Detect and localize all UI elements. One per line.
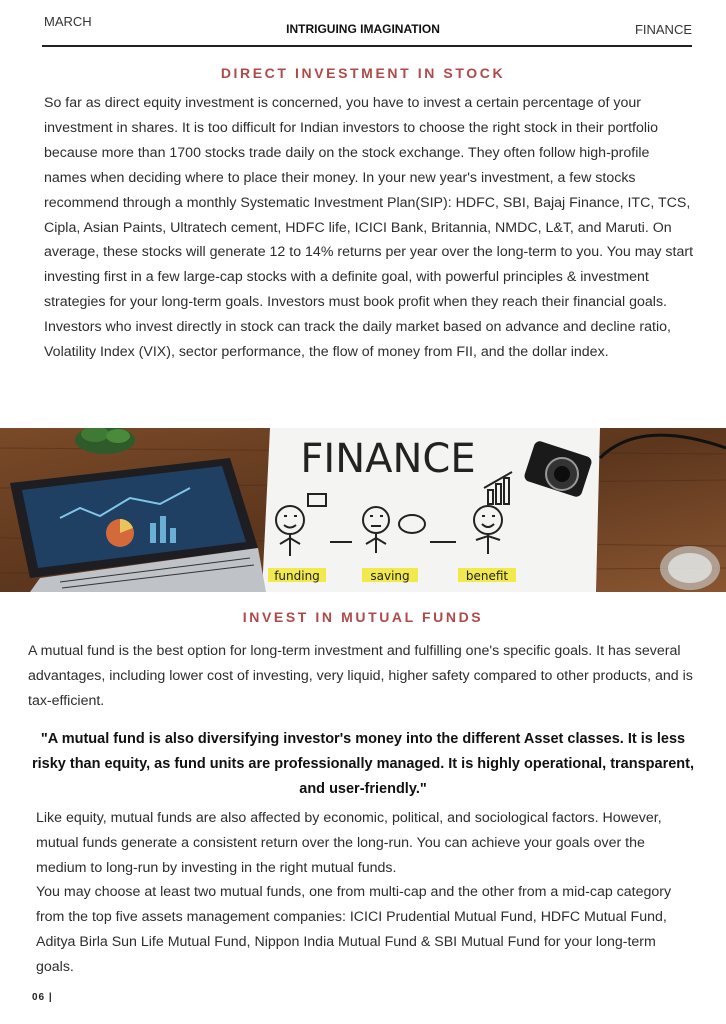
banner-label-funding: funding (274, 569, 320, 583)
mutual-funds-paragraph-2: You may choose at least two mutual funds, one from multi-cap and the other from a mid-cap category from the top five assets management companies: ICICI Prudential Mutual Fund, HDFC Mutual Fund, Aditya Birla Sun Life Mutual Fund, Nippon India Mutual Fund & SBI Mutual Fund for your long-term goals. (36, 884, 672, 975)
section-title-direct-investment: DIRECT INVESTMENT IN STOCK (220, 65, 506, 81)
finance-banner-image (0, 428, 726, 592)
header-divider (42, 45, 692, 47)
page-number: 06 | (32, 992, 53, 1003)
banner-finance-word: FINANCE (300, 436, 476, 482)
mutual-funds-quote: "A mutual fund is also diversifying investor's money into the different Asset classes. It is less risky than equity, as fund units are professionally managed. It is highly operational, transparent, and user-friendly." (31, 731, 695, 797)
section-title-mutual-funds: INVEST IN MUTUAL FUNDS (242, 609, 484, 625)
header-section: FINANCE (634, 22, 692, 37)
banner-label-benefit: benefit (465, 569, 509, 583)
banner-label-saving: saving (370, 569, 410, 583)
mutual-funds-intro-paragraph: A mutual fund is the best option for long-term investment and fulfilling one's specific goals. It has several advantages, including lower cost of investing, very liquid, higher safety compared to other products, and is tax-efficient. (28, 643, 693, 709)
header-publication-title: INTRIGUING IMAGINATION (286, 22, 440, 36)
mutual-funds-paragraph-1: Like equity, mutual funds are also affected by economic, political, and sociological factors. However, mutual funds generate a consistent return over the long-run. You can achieve your goals over the medium to long-run by investing in the right mutual funds. (36, 810, 662, 876)
glass-icon (660, 546, 720, 590)
direct-investment-paragraph: So far as direct equity investment is concerned, you have to invest a certain percentage of your investment in shares. It is too difficult for Indian investors to choose the right stock in their portfolio because more than 1700 stocks trade daily on the stock exchange. They often follow high-profile names when deciding where to place their money. In your new year's investment, a few stocks recommend through a monthly Systematic Investment Plan(SIP): HDFC, SBI, Bajaj Finance, ITC, TCS, Cipla, Asian Paints, Ultratech cement, HDFC life, ICICI Bank, Britannia, NMDC, L&T, and Maruti. On average, these stocks will generate 12 to 14% returns per year over the long-term to you. You may start investing first in a few large-cap stocks with a definite goal, with powerful principles & investment strategies for your long-term goals. Investors must book profit when they reach their financial goals. Investors who invest directly in stock can track the daily market based on advance and decline ratio, Volatility Index (VIX), sector performance, the flow of money from FII, and the dollar index. (44, 95, 694, 361)
header-month: MARCH (44, 14, 92, 29)
